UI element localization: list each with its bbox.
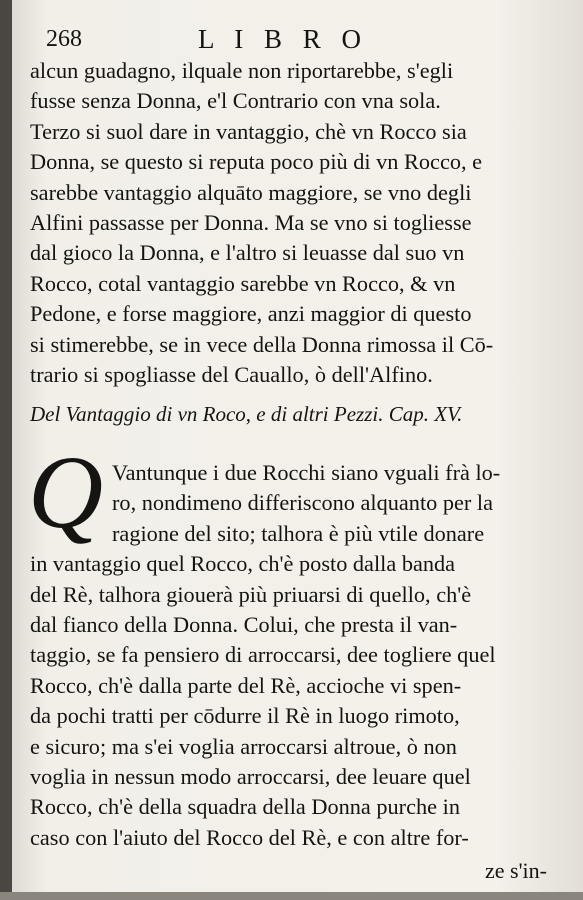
text-line: fusse senza Donna, e'l Contrario con vna sola. <box>30 88 441 114</box>
text-line: del Rè, talhora giouerà più priuarsi di quello, ch'è <box>30 581 472 607</box>
running-head: L I B R O <box>198 24 368 54</box>
text-line: dal gioco la Donna, e l'altro si leuasse dal suo vn <box>30 240 465 266</box>
text-line: ro, nondimeno differiscono alquanto per la <box>112 490 494 516</box>
page-gutter-shadow <box>0 0 12 900</box>
chapter-title: Del Vantaggio di vn Roco, e di altri Pezzi. <box>30 402 384 426</box>
text-line: Rocco, ch'è della squadra della Donna purche in <box>30 794 460 820</box>
text-line: e sicuro; ma s'ei voglia arroccarsi altroue, ò non <box>30 733 457 759</box>
catchword: ze s'in- <box>485 858 547 883</box>
text-line: alcun guadagno, ilquale non riportarebbe, s'egli <box>30 58 454 83</box>
page-bottom-edge <box>0 892 583 900</box>
text-line: caso con l'aiuto del Rocco del Rè, e con altre for- <box>30 824 469 850</box>
drop-cap: Q <box>28 435 104 550</box>
text-line: sarebbe vantaggio alquāto maggiore, se vno degli <box>30 179 472 205</box>
text-line: Terzo si suol dare in vantaggio, chè vn Rocco sia <box>30 118 467 144</box>
paragraph-continued <box>30 56 559 390</box>
text-line: in vantaggio quel Rocco, ch'è posto dalla banda <box>30 551 456 577</box>
text-line: si stimerebbe, se in vece della Donna rimossa il Cō- <box>30 331 494 357</box>
chapter-paragraph <box>30 458 559 853</box>
text-line: Donna, se questo si reputa poco più di vn Rocco, e <box>30 149 483 175</box>
text-line: Vantunque i due Rocchi siano vguali frà lo- <box>112 460 501 485</box>
text-line: taggio, se fa pensiero di arroccarsi, dee togliere quel <box>30 642 496 668</box>
text-line: Alfini passasse per Donna. Ma se vno si togliesse <box>30 210 472 236</box>
text-line: trario si spogliasse del Cauallo, ò dell'Alfino. <box>30 362 433 388</box>
chapter-heading <box>30 402 559 427</box>
text-line: ragione del sito; talhora è più vtile donare <box>112 520 485 546</box>
chapter-number: Cap. XV. <box>388 402 463 426</box>
text-line: Pedone, e forse maggiore, anzi maggior di questo <box>30 301 472 327</box>
text-line: da pochi tratti per cōdurre il Rè in luogo rimoto, <box>30 703 460 729</box>
text-line: Rocco, ch'è dalla parte del Rè, accioche vi spen- <box>30 672 462 698</box>
text-line: voglia in nessun modo arroccarsi, dee leuare quel <box>30 764 471 790</box>
page-number: 268 <box>46 26 82 52</box>
text-line: Rocco, cotal vantaggio sarebbe vn Rocco, & vn <box>30 270 456 296</box>
text-line: dal fianco della Donna. Colui, che presta il van- <box>30 612 458 638</box>
